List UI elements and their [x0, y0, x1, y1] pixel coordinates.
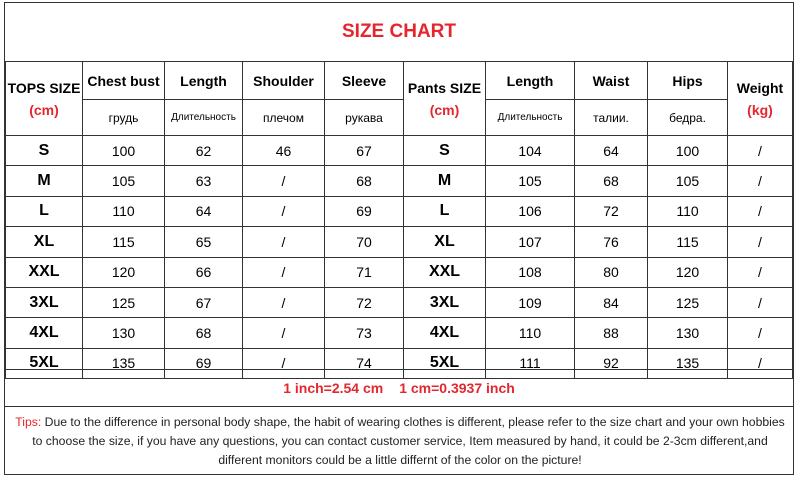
cell-plength: 108 — [486, 257, 575, 287]
col-length-ru: Длительность — [165, 100, 243, 136]
cell-chest: 105 — [83, 166, 165, 196]
cell-shoulder: / — [243, 318, 325, 348]
cell-weight: / — [728, 166, 793, 196]
cell-weight: / — [728, 227, 793, 257]
cell-waist: 84 — [575, 287, 648, 317]
tips-label: Tips: — [15, 415, 42, 429]
size-chart-frame — [4, 2, 794, 475]
cell-sleeve: 71 — [325, 257, 404, 287]
cell-size: S — [6, 136, 83, 166]
chart-title: SIZE CHART — [342, 21, 456, 42]
cell-length: 62 — [165, 136, 243, 166]
cell-size: XXL — [6, 257, 83, 287]
col-sleeve-ru: рукава — [325, 100, 404, 136]
col-length: Length — [165, 62, 243, 100]
cell-chest: 120 — [83, 257, 165, 287]
cell-chest: 125 — [83, 287, 165, 317]
cell-sleeve: 72 — [325, 287, 404, 317]
table-row — [6, 196, 793, 226]
cell-hips: 100 — [648, 136, 728, 166]
cell-shoulder: / — [243, 287, 325, 317]
cell-chest: 100 — [83, 136, 165, 166]
cell-hips: 135 — [648, 348, 728, 378]
col-hips: Hips — [648, 62, 728, 100]
col-chest-bust-ru: грудь — [83, 100, 165, 136]
cell-shoulder: / — [243, 257, 325, 287]
size-table — [5, 61, 793, 379]
cell-psize: XL — [404, 227, 486, 257]
cell-weight: / — [728, 136, 793, 166]
tips-note — [13, 413, 787, 470]
cell-chest: 115 — [83, 227, 165, 257]
cell-waist: 72 — [575, 196, 648, 226]
cell-plength: 104 — [486, 136, 575, 166]
cell-psize: L — [404, 196, 486, 226]
col-waist: Waist — [575, 62, 648, 100]
cell-psize: XXL — [404, 257, 486, 287]
cell-length: 64 — [165, 196, 243, 226]
cell-length: 67 — [165, 287, 243, 317]
cell-chest: 135 — [83, 348, 165, 378]
cell-weight: / — [728, 348, 793, 378]
size-rows — [6, 136, 793, 379]
cell-shoulder: 46 — [243, 136, 325, 166]
inch-conversion: 1 inch=2.54 cm — [283, 380, 384, 396]
cell-sleeve: 73 — [325, 318, 404, 348]
cell-size: 3XL — [6, 287, 83, 317]
cell-shoulder: / — [243, 227, 325, 257]
cell-chest: 110 — [83, 196, 165, 226]
unit-conversion — [5, 369, 793, 407]
table-row — [6, 136, 793, 166]
cell-psize: 4XL — [404, 318, 486, 348]
cell-waist: 64 — [575, 136, 648, 166]
cell-sleeve: 69 — [325, 196, 404, 226]
cell-plength: 107 — [486, 227, 575, 257]
weight-header — [728, 62, 793, 136]
pants-size-label: Pants SIZE — [407, 79, 482, 96]
cell-shoulder: / — [243, 196, 325, 226]
col-sleeve: Sleeve — [325, 62, 404, 100]
cell-weight: / — [728, 257, 793, 287]
cell-length: 65 — [165, 227, 243, 257]
cell-waist: 76 — [575, 227, 648, 257]
cell-plength: 109 — [486, 287, 575, 317]
cell-hips: 125 — [648, 287, 728, 317]
cell-plength: 110 — [486, 318, 575, 348]
cell-weight: / — [728, 196, 793, 226]
pants-unit: (cm) — [429, 101, 460, 118]
cell-hips: 110 — [648, 196, 728, 226]
tips-text: Due to the difference in personal body shape, the habit of wearing clothes is different, please refer to the size chart and your own hobbies to choose the size, if you have any questions, you can contact customer service, Item measured by hand, it could be 2-3cm different,and different monitors could be a little differnt of the color on the picture! — [32, 415, 785, 467]
tops-unit: (cm) — [29, 101, 59, 118]
cell-plength: 106 — [486, 196, 575, 226]
col-hips-ru: бедра. — [648, 100, 728, 136]
weight-unit: (kg) — [747, 101, 773, 118]
cell-sleeve: 74 — [325, 348, 404, 378]
table-row — [6, 227, 793, 257]
cell-psize: 5XL — [404, 348, 486, 378]
cell-length: 63 — [165, 166, 243, 196]
cell-psize: M — [404, 166, 486, 196]
cell-length: 68 — [165, 318, 243, 348]
pants-size-header — [404, 62, 486, 136]
cell-size: XL — [6, 227, 83, 257]
cell-hips: 120 — [648, 257, 728, 287]
table-row — [6, 287, 793, 317]
cell-waist: 88 — [575, 318, 648, 348]
tops-size-header — [6, 62, 83, 136]
cell-waist: 68 — [575, 166, 648, 196]
cell-hips: 105 — [648, 166, 728, 196]
cell-sleeve: 68 — [325, 166, 404, 196]
cell-psize: S — [404, 136, 486, 166]
cell-sleeve: 67 — [325, 136, 404, 166]
col-shoulder-ru: плечом — [243, 100, 325, 136]
cell-size: 5XL — [6, 348, 83, 378]
cell-plength: 111 — [486, 348, 575, 378]
cell-waist: 80 — [575, 257, 648, 287]
table-row — [6, 257, 793, 287]
cell-length: 66 — [165, 257, 243, 287]
cell-plength: 105 — [486, 166, 575, 196]
tops-size-label: TOPS SIZE — [7, 79, 81, 96]
cell-waist: 92 — [575, 348, 648, 378]
cell-length: 69 — [165, 348, 243, 378]
table-row — [6, 166, 793, 196]
cell-hips: 130 — [648, 318, 728, 348]
cell-size: 4XL — [6, 318, 83, 348]
col-shoulder: Shoulder — [243, 62, 325, 100]
cell-shoulder: / — [243, 166, 325, 196]
weight-label: Weight — [736, 79, 784, 96]
table-row — [6, 318, 793, 348]
cell-chest: 130 — [83, 318, 165, 348]
cell-hips: 115 — [648, 227, 728, 257]
cm-conversion: 1 cm=0.3937 inch — [399, 380, 515, 396]
cell-weight: / — [728, 318, 793, 348]
cell-weight: / — [728, 287, 793, 317]
cell-shoulder: / — [243, 348, 325, 378]
col-pants-length-ru: Длительность — [486, 100, 575, 136]
cell-size: M — [6, 166, 83, 196]
cell-psize: 3XL — [404, 287, 486, 317]
col-waist-ru: талии. — [575, 100, 648, 136]
cell-sleeve: 70 — [325, 227, 404, 257]
col-pants-length: Length — [486, 62, 575, 100]
col-chest-bust: Chest bust — [83, 62, 165, 100]
cell-size: L — [6, 196, 83, 226]
